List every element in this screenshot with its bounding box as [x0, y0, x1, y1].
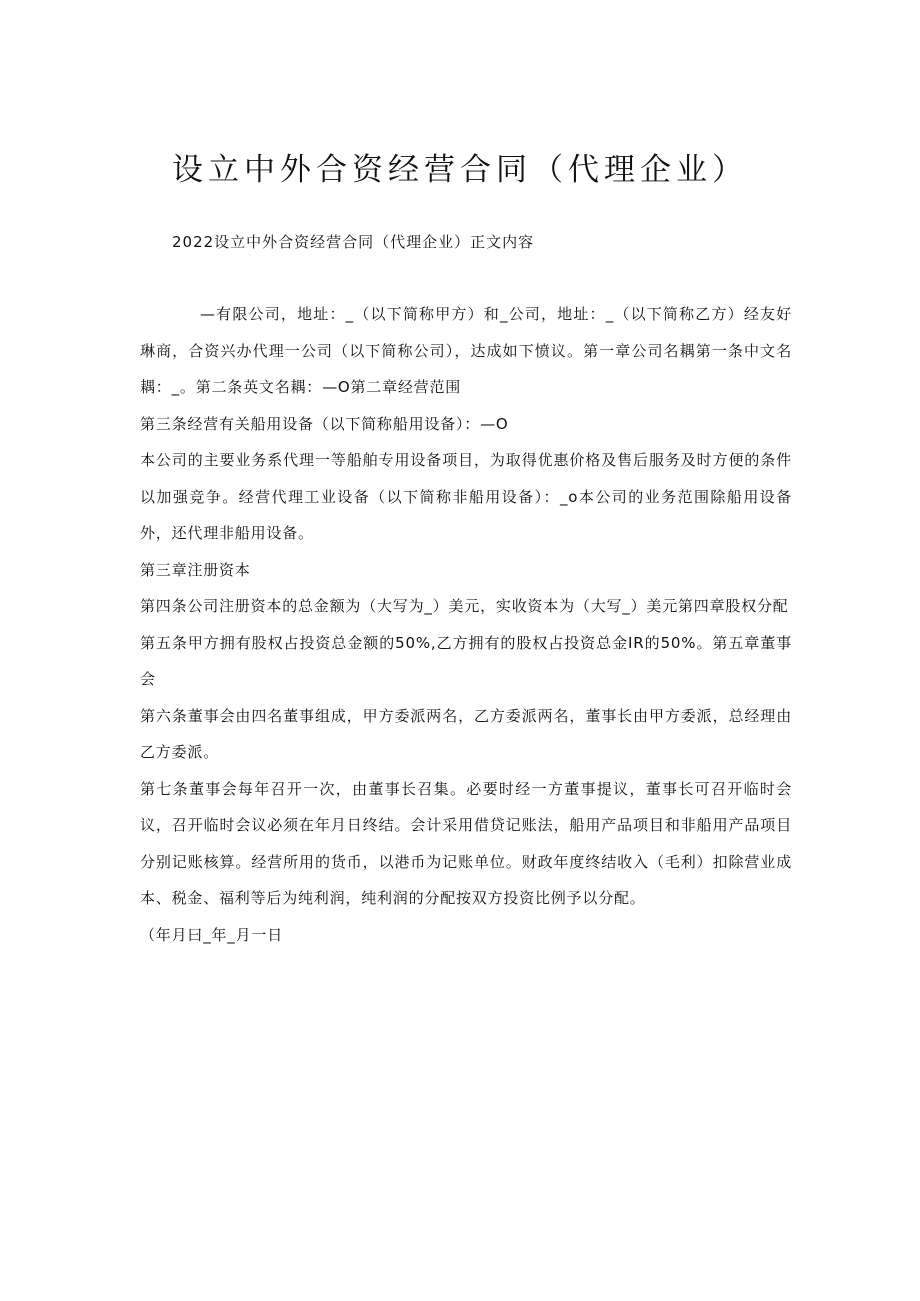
- paragraph-chapter-3: 第三章注册资本: [140, 560, 251, 579]
- paragraph-article-7: 第七条董事会每年召开一次，由董事长召集。必要时经一方董事提议，董事长可召开临时会议，召开临时会议必须在年月日终结。会计采用借贷记账法，船用产品项目和非船用产品项目分别记账核算。经营所用的货币，以港币为记账单位。财政年度终结收入（毛利）扣除营业成本、税金、福利等后为纯利润，纯利润的分配按双方投资比例予以分配。: [140, 779, 792, 907]
- document-subtitle: 2022设立中外合资经营合同（代理企业）正文内容: [172, 233, 535, 251]
- paragraph-intro: —有限公司，地址：_（以下简称甲方）和_公司，地址：_（以下简称乙方）经友好琳商，合资兴办代理一公司（以下简称公司），达成如下愤议。第一章公司名耦第一条中文名耦：_。第二条英文名耦：—O第二章经营范围: [140, 305, 792, 396]
- paragraph-article-3: 第三条经营有关船用设备（以下简称船用设备）：—O: [140, 414, 509, 433]
- paragraph-article-4: 第四条公司注册资本的总金额为（大写为_）美元，实收资本为（大写_）美元第四章股权分配: [140, 597, 789, 615]
- paragraph-date-line: （年月曰_年_月一日: [140, 925, 284, 944]
- paragraph-article-6: 第六条董事会由四名董事组成，甲方委派两名，乙方委派两名，董事长由甲方委派，总经理由乙方委派。: [140, 706, 792, 761]
- document-title: 设立中外合资经营合同（代理企业）: [172, 152, 748, 188]
- paragraph-article-5: 第五条甲方拥有股权占投资总金额的50%,乙方拥有的股权占投资总金IR的50%。第五章董事会: [140, 633, 792, 688]
- document-body: [140, 296, 792, 953]
- paragraph-business-scope: 本公司的主要业务系代理一等船舶专用设备项目，为取得优惠价格及售后服务及时方便的条件以加强竞争。经营代理工业设备（以下简称非船用设备）：_o本公司的业务范围除船用设备外，还代理非船用设备。: [140, 451, 792, 542]
